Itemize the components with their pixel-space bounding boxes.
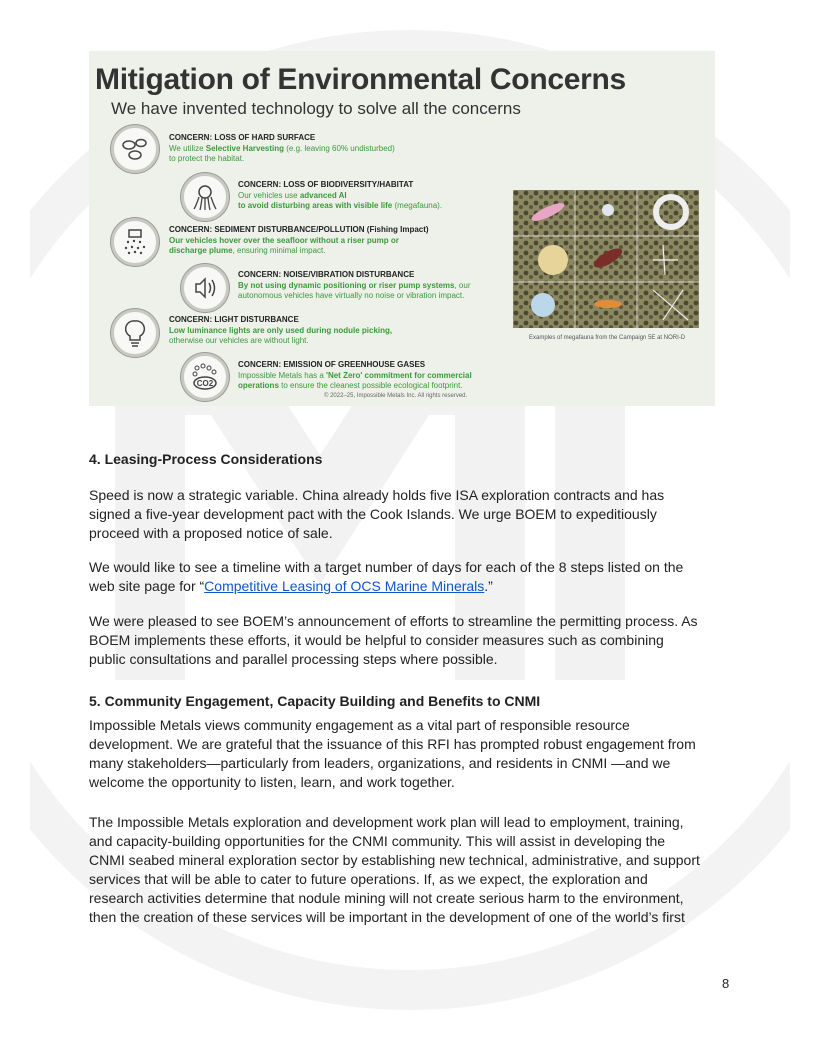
section-5-paragraph-2: The Impossible Metals exploration and development work plan will lead to employment, training, and capacity-building opportunities for the CNMI community. This will assist in developing the CNMI seabed mineral exploration sector by establishing new technical, administrative, and support services that will be able to cater to future operations. If, as we expect, the exploration and research activities determine that nodule mining will not create serious harm to the environment, then the creation of these services will be important in the development of one of the world’s first <box>89 814 700 925</box>
competitive-leasing-link[interactable]: Competitive Leasing of OCS Marine Minerals <box>204 578 485 594</box>
concern-noise: CONCERN: NOISE/VIBRATION DISTURBANCE By not using dynamic positioning or riser pump systems, our autonomous vehicles have virtually no noise or vibration impact. <box>238 270 471 300</box>
slide-copyright: © 2022–25, Impossible Metals Inc. All rights reserved. <box>324 393 468 399</box>
section-5-paragraph-1: Impossible Metals views community engagement as a vital part of responsible resource development. We are grateful that the issuance of this RFI has prompted robust engagement from many stakeholders—particularly from leaders, organizations, and residents in CNMI —and we welcome the opportunity to listen, learn, and work together. <box>89 717 696 790</box>
lightbulb-icon <box>111 309 159 357</box>
concern-sediment: CONCERN: SEDIMENT DISTURBANCE/POLLUTION (Fishing Impact) Our vehicles hover over the seafloor without a riser pump or discharge plume, ensuring minimal impact. <box>169 225 429 255</box>
sediment-icon <box>111 218 159 266</box>
concern-emissions: CONCERN: EMISSION OF GREENHOUSE GASES Impossible Metals has a 'Net Zero' commitment for commercial operations to ensure the cleanest possible ecological footprint. <box>238 360 472 390</box>
megafauna-photo <box>513 190 699 328</box>
section-4-paragraph-1: Speed is now a strategic variable. China already holds five ISA exploration contracts and has signed a five-year development pact with the Cook Islands. We urge BOEM to expeditiously proceed with a proposed notice of sale. <box>89 487 665 541</box>
slide-subtitle: We have invented technology to solve all the concerns <box>111 99 521 118</box>
hard-surface-icon <box>111 125 159 173</box>
section-4-paragraph-3: We were pleased to see BOEM’s announcement of efforts to streamline the permitting process. As BOEM implements these efforts, it would be helpful to consider measures such as combining public consultations and parallel processing steps where possible. <box>89 613 698 667</box>
mitigation-slide <box>89 51 715 406</box>
concern-biodiversity: CONCERN: LOSS OF BIODIVERSITY/HABITAT Our vehicles use advanced AI to avoid disturbing areas with visible life (megafauna). <box>238 180 443 210</box>
photo-caption: Examples of megafauna from the Campaign 5E at NORI-D <box>529 335 686 341</box>
section-4-heading: 4. Leasing-Process Considerations <box>89 451 323 467</box>
co2-label: CO2 <box>196 379 214 388</box>
biodiversity-icon <box>181 173 229 221</box>
co2-icon <box>181 353 229 401</box>
concern-light: CONCERN: LIGHT DISTURBANCE Low luminance lights are only used during nodule picking, otherwise our vehicles are without light. <box>169 315 393 345</box>
section-4-paragraph-2: We would like to see a timeline with a target number of days for each of the 8 steps listed on the web site page for “Competitive Leasing of OCS Marine Minerals.” <box>89 559 684 594</box>
slide-title: Mitigation of Environmental Concerns <box>95 63 626 96</box>
concern-hard-surface: CONCERN: LOSS OF HARD SURFACE We utilize Selective Harvesting (e.g. leaving 60% undisturbed) to protect the habitat. <box>169 133 395 163</box>
section-5-heading: 5. Community Engagement, Capacity Building and Benefits to CNMI <box>89 693 541 709</box>
speaker-icon <box>181 264 229 312</box>
page-number: 8 <box>722 976 730 991</box>
